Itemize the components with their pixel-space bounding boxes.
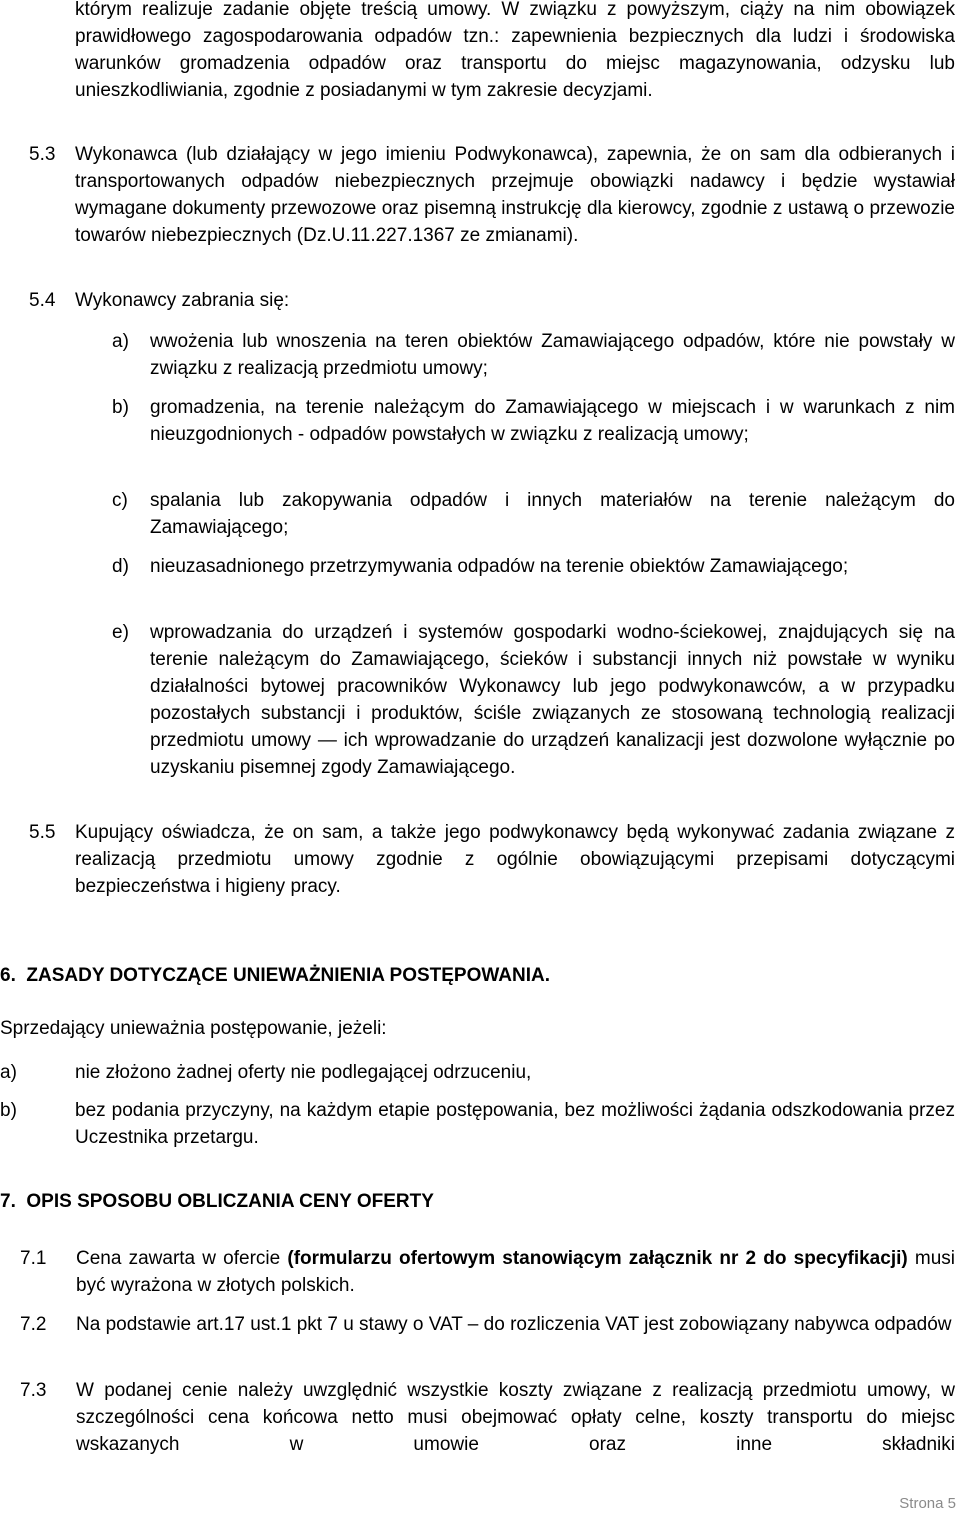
- clause-number: 7.3: [20, 1380, 47, 1401]
- clause-5-3: [29, 141, 955, 249]
- clause-text: Na podstawie art.17 ust.1 pkt 7 u stawy o VAT – do rozliczenia VAT jest zobowiązany nabywca odpadów: [76, 1314, 952, 1335]
- clause-text-post: musi być wyrażona w złotych polskich.: [76, 1248, 955, 1296]
- clause-number: 7.2: [20, 1314, 47, 1335]
- page-number: Strona 5: [899, 1495, 956, 1512]
- clause-text: Wykonawcy zabrania się:: [75, 290, 290, 311]
- clause-5-5: [29, 819, 955, 900]
- clause-text: Kupujący oświadcza, że on sam, a także jego podwykonawcy będą wykonywać zadania związane z realizacją przedmiotu umowy zgodnie z ogólnie obowiązującymi przepisami dotyczącymi bezpieczeństwa i higieny pracy.: [75, 822, 955, 897]
- item-text: nieuzasadnionego przetrzymywania odpadów na terenie obiektów Zamawiającego;: [150, 556, 849, 577]
- item-text: wprowadzania do urządzeń i systemów gospodarki wodno-ściekowej, znajdujących się na terenie należącym do Zamawiającego, ścieków i substancji innych niż powstałe w wyniku działalności bytowej pracowników Wykonawcy lub jego podwykonawców, a w przypadku pozostałych substancji i produktów, ściśle związanych ze stosowaną technologią realizacji przedmiotu umowy — ich wprowadzanie do urządzeń kanalizacji jest dozwolone wyłącznie po uzyskaniu pisemnej zgody Zamawiającego.: [150, 622, 955, 778]
- list-item-5-4-e: [112, 619, 955, 781]
- list-item-5-4-d: [112, 553, 955, 580]
- item-label: b): [112, 397, 129, 418]
- clause-number: 5.4: [29, 290, 56, 311]
- section-6-intro: Sprzedający unieważnia postępowanie, jeżeli:: [0, 1018, 387, 1039]
- item-text: wwożenia lub wnoszenia na teren obiektów Zamawiającego odpadów, które nie powstały w związku z realizacją przedmiotu umowy;: [150, 331, 955, 379]
- list-item-5-4-b: [112, 394, 955, 448]
- list-item-5-4-c: [112, 487, 955, 541]
- clause-7-3: [20, 1377, 955, 1458]
- item-label: c): [112, 490, 128, 511]
- item-text: bez podania przyczyny, na każdym etapie postępowania, bez możliwości żądania odszkodowania przez Uczestnika przetargu.: [75, 1100, 955, 1148]
- clause-text-bold: (formularzu ofertowym stanowiącym załącznik nr 2 do specyfikacji): [287, 1248, 908, 1269]
- section-6-item-a: [0, 1059, 955, 1086]
- item-label: b): [0, 1100, 17, 1121]
- item-text: spalania lub zakopywania odpadów i innych materiałów na terenie należącym do Zamawiającego;: [150, 490, 955, 538]
- item-label: d): [112, 556, 129, 577]
- section-6-item-b: [0, 1097, 955, 1151]
- clause-7-1: [20, 1245, 955, 1299]
- clause-7-2: [20, 1311, 955, 1338]
- clause-text: Wykonawca (lub działający w jego imieniu Podwykonawca), zapewnia, że on sam dla odbieranych i transportowanych odpadów niebezpiecznych przejmuje obowiązki nadawcy i będzie wystawiał wymagane dokumenty przewozowe oraz pisemną instrukcję dla kierowcy, zgodnie z ustawą o przewozie towarów niebezpiecznych (Dz.U.11.227.1367 ze zmianami).: [75, 144, 955, 246]
- item-label: a): [0, 1062, 17, 1083]
- intro-paragraph: którym realizuje zadanie objęte treścią umowy. W związku z powyższym, ciąży na nim obowiązek prawidłowego zagospodarowania odpadów tzn.: zapewnienia bezpiecznych dla ludzi i środowiska warunków gromadzenia odpadów oraz transportu do miejsc magazynowania, odzysku lub unieszkodliwiania, zgodnie z posiadanymi w tym zakresie decyzjami.: [75, 0, 955, 101]
- item-label: a): [112, 331, 129, 352]
- clause-5-4: [29, 287, 955, 314]
- clause-number: 5.5: [29, 822, 56, 843]
- clause-text: [76, 1245, 955, 1299]
- item-text: nie złożono żadnej oferty nie podlegającej odrzuceniu,: [75, 1062, 532, 1083]
- item-label: e): [112, 622, 129, 643]
- clause-number: 7.1: [20, 1248, 47, 1269]
- section-7-heading: 7. OPIS SPOSOBU OBLICZANIA CENY OFERTY: [0, 1191, 434, 1212]
- clause-text: W podanej cenie należy uwzględnić wszystkie koszty związane z realizacją przedmiotu umowy, w szczególności cena końcowa netto musi obejmować opłaty celne, koszty transportu do miejsc wskazanych w umowie oraz inne składniki: [76, 1380, 955, 1455]
- section-6-heading: 6. ZASADY DOTYCZĄCE UNIEWAŻNIENIA POSTĘPOWANIA.: [0, 965, 550, 986]
- list-item-5-4-a: [112, 328, 955, 382]
- clause-number: 5.3: [29, 144, 56, 165]
- item-text: gromadzenia, na terenie należącym do Zamawiającego w miejscach i w warunkach z nim nieuzgodnionych - odpadów powstałych w związku z realizacją umowy;: [150, 397, 955, 445]
- clause-text-pre: Cena zawarta w ofercie: [76, 1248, 288, 1269]
